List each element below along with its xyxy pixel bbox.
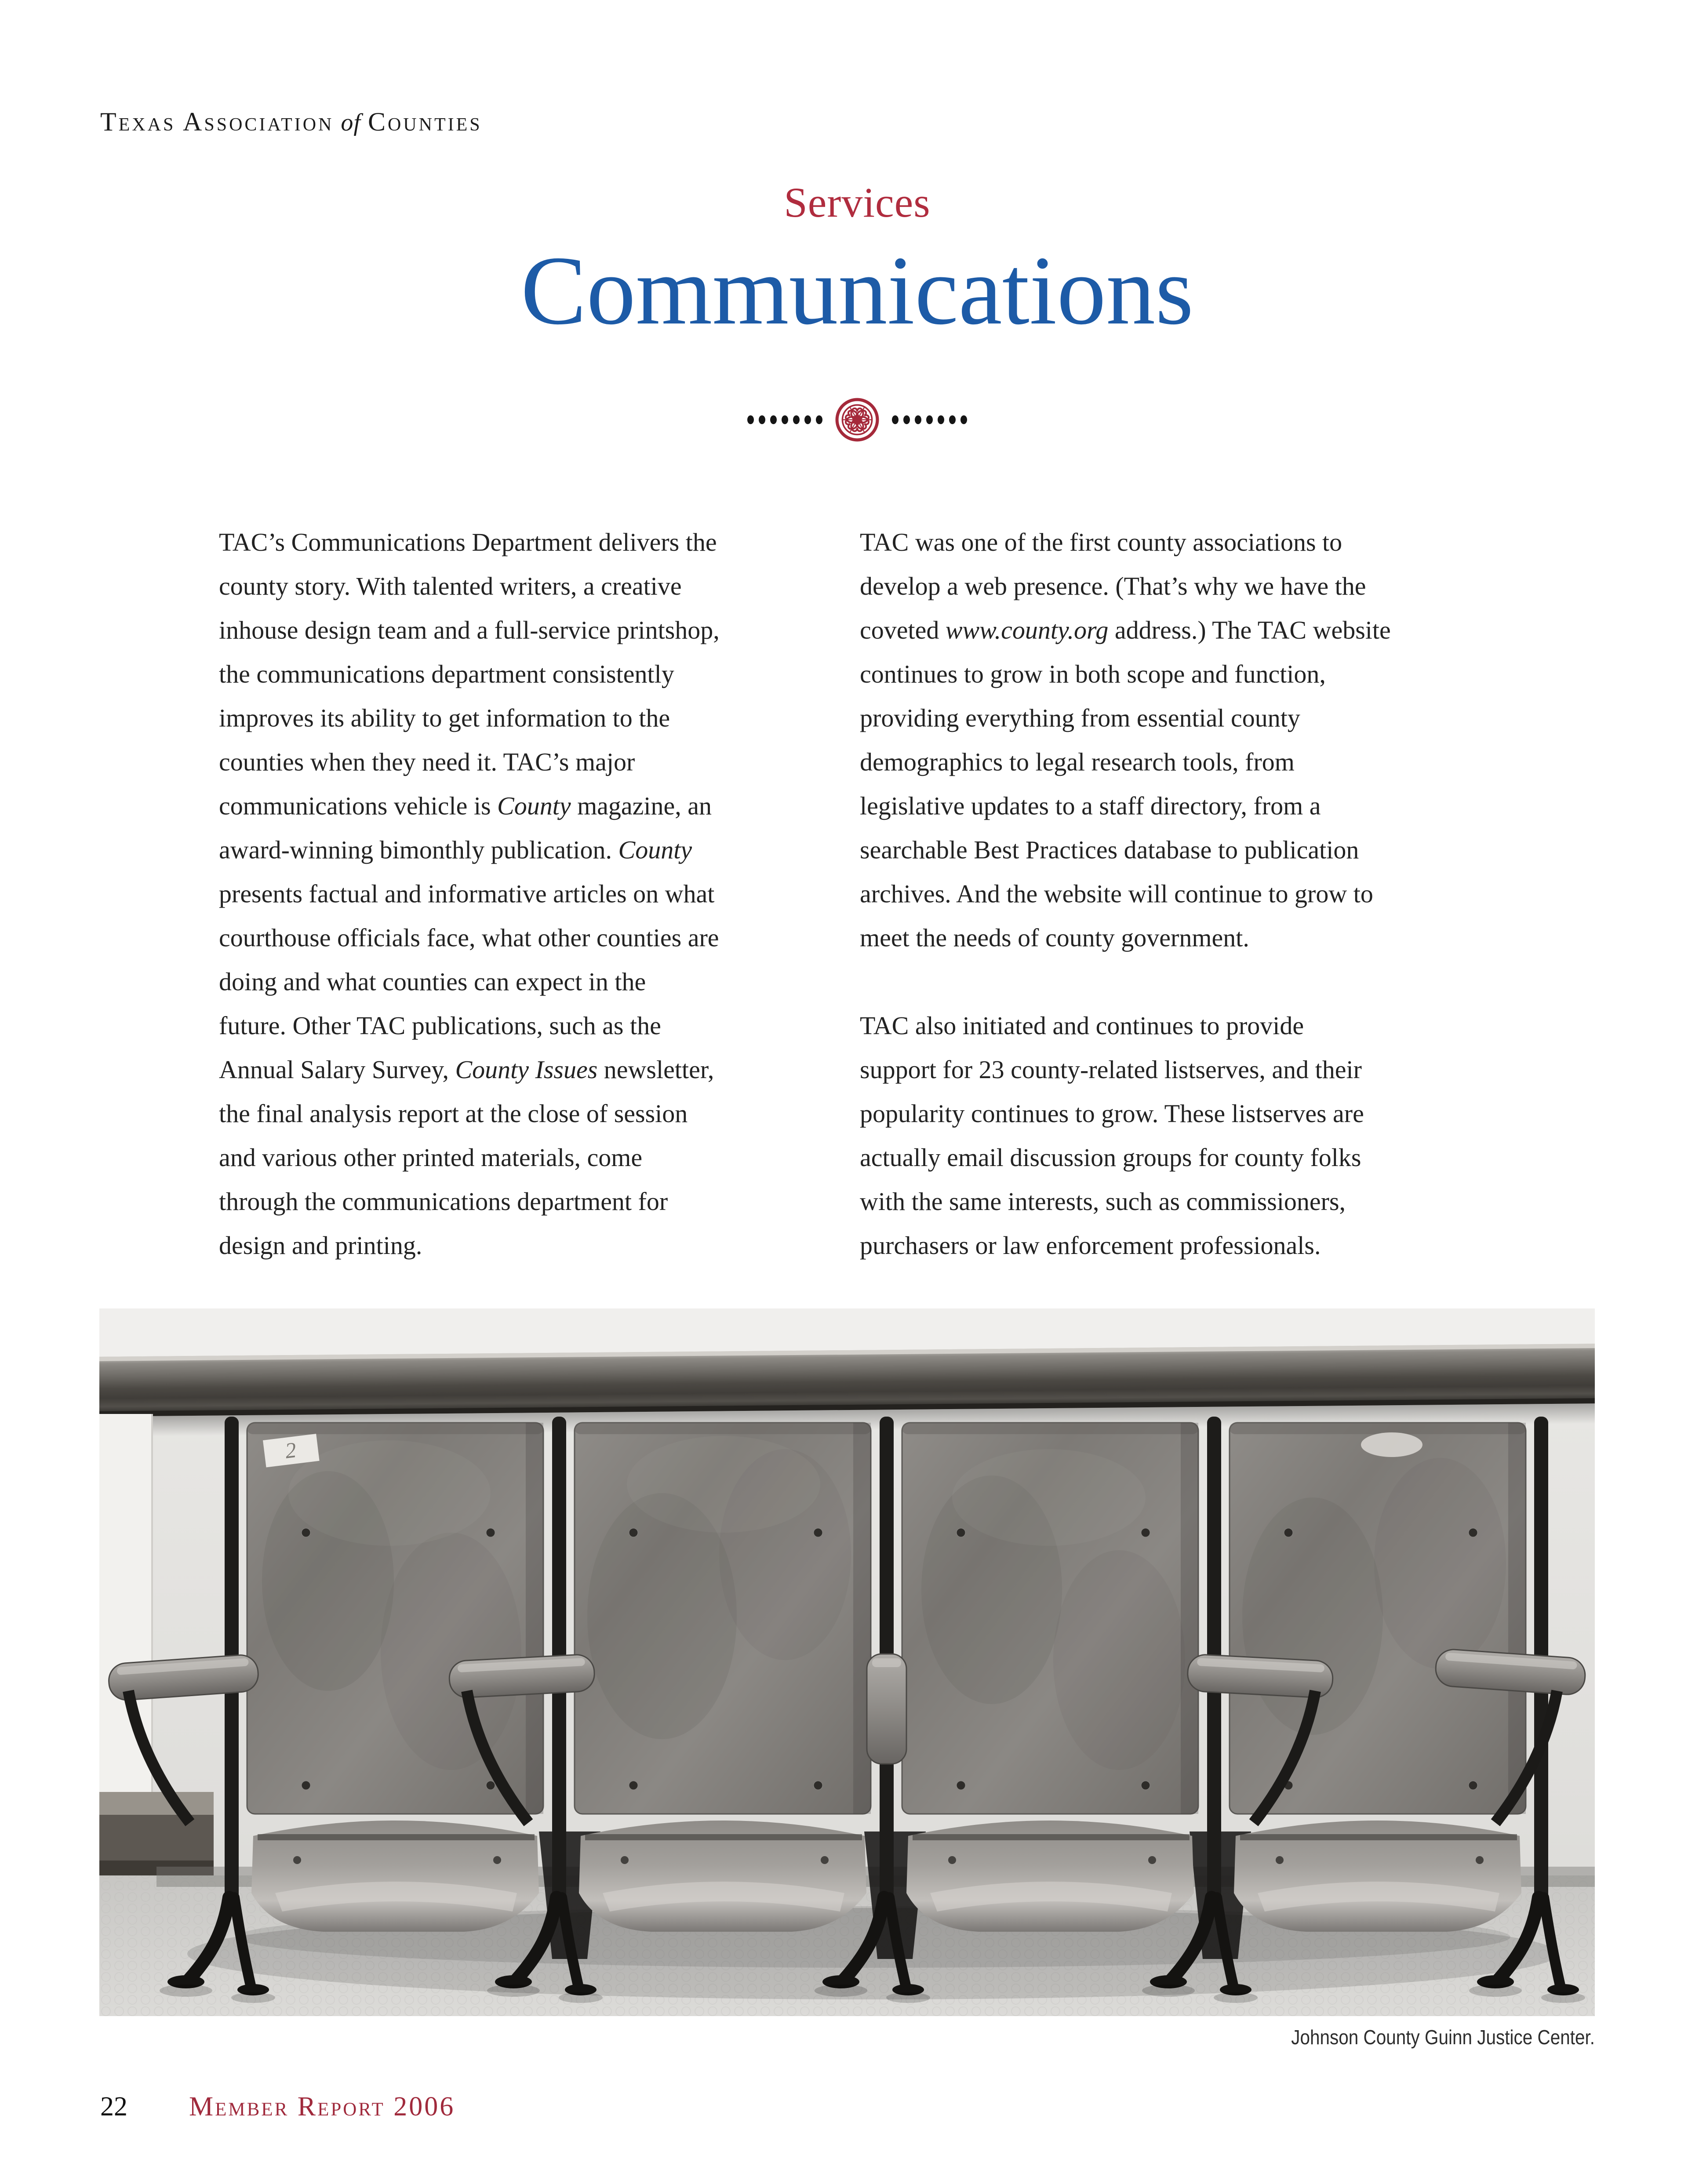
rosette-icon bbox=[834, 396, 880, 443]
divider-dot bbox=[926, 415, 933, 424]
footer-publication: Member Report 2006 bbox=[189, 2092, 455, 2122]
text-line bbox=[860, 784, 1484, 828]
brand-left: Texas Association bbox=[100, 107, 334, 136]
divider-dot bbox=[960, 415, 967, 424]
footer-page-number: 22 bbox=[100, 2092, 127, 2122]
text-run: legislative updates to a staff directory, from a bbox=[860, 792, 1321, 820]
text-run: through the communications department for bbox=[219, 1187, 668, 1216]
text-line bbox=[219, 1224, 834, 1268]
brand-of: of bbox=[341, 109, 361, 136]
text-run: continues to grow in both scope and function, bbox=[860, 660, 1326, 688]
text-run: support for 23 county-related listserves, and their bbox=[860, 1055, 1362, 1084]
italic-run: County bbox=[618, 836, 692, 864]
photo-illustration bbox=[99, 1308, 1595, 2016]
text-run: courthouse officials face, what other counties are bbox=[219, 923, 719, 952]
text-line bbox=[860, 1224, 1484, 1268]
ornament-divider bbox=[13, 397, 1688, 443]
text-run: design and printing. bbox=[219, 1231, 422, 1260]
divider-dot bbox=[770, 415, 777, 424]
divider-dot bbox=[938, 415, 944, 424]
text-line bbox=[219, 1180, 834, 1224]
text-run: archives. And the website will continue to grow to bbox=[860, 879, 1373, 908]
page-title: Communications bbox=[520, 236, 1194, 345]
text-run: magazine, an bbox=[571, 792, 712, 820]
text-line bbox=[860, 828, 1484, 872]
text-run: presents factual and informative articles on what bbox=[219, 879, 715, 908]
photo-theater-seats bbox=[99, 1308, 1595, 2016]
divider-dot bbox=[793, 415, 800, 424]
text-run: address.) The TAC website bbox=[1108, 616, 1391, 644]
text-line bbox=[219, 696, 834, 740]
text-line bbox=[219, 652, 834, 696]
italic-run: www.county.org bbox=[945, 616, 1109, 644]
text-run: meet the needs of county government. bbox=[860, 923, 1249, 952]
text-run: county story. With talented writers, a creative bbox=[219, 572, 682, 600]
text-line bbox=[860, 916, 1484, 960]
text-run: TAC was one of the first county associations to bbox=[860, 528, 1342, 556]
italic-run: County bbox=[497, 792, 571, 820]
text-run: doing and what counties can expect in the bbox=[219, 967, 646, 996]
text-line bbox=[219, 1004, 834, 1048]
text-run: the communications department consistently bbox=[219, 660, 674, 688]
dot-divider-right bbox=[892, 415, 967, 424]
text-line bbox=[860, 1004, 1484, 1048]
text-run: TAC’s Communications Department delivers the bbox=[219, 528, 717, 556]
text-line bbox=[860, 564, 1484, 608]
text-run: future. Other TAC publications, such as the bbox=[219, 1011, 661, 1040]
text-line bbox=[219, 828, 834, 872]
text-line bbox=[860, 652, 1484, 696]
divider-dot bbox=[892, 415, 899, 424]
text-line bbox=[860, 1180, 1484, 1224]
text-run: searchable Best Practices database to publication bbox=[860, 836, 1359, 864]
divider-dot bbox=[782, 415, 788, 424]
dot-divider-left bbox=[747, 415, 822, 424]
text-run: award-winning bimonthly publication. bbox=[219, 836, 618, 864]
text-line bbox=[219, 520, 834, 564]
divider-dot bbox=[949, 415, 956, 424]
text-line bbox=[219, 608, 834, 652]
text-line bbox=[860, 520, 1484, 564]
italic-run: County Issues bbox=[455, 1055, 598, 1084]
text-run: Annual Salary Survey, bbox=[219, 1055, 455, 1084]
brand-right: Counties bbox=[367, 107, 482, 136]
text-run: demographics to legal research tools, from bbox=[860, 748, 1295, 776]
text-line bbox=[219, 916, 834, 960]
svg-text:2: 2 bbox=[284, 1437, 298, 1463]
text-run: actually email discussion groups for county folks bbox=[860, 1143, 1361, 1172]
text-run: the final analysis report at the close of session bbox=[219, 1099, 688, 1128]
divider-dot bbox=[804, 415, 811, 424]
text-run: with the same interests, such as commissioners, bbox=[860, 1187, 1346, 1216]
text-run: popularity continues to grow. These listserves are bbox=[860, 1099, 1364, 1128]
body-column-right bbox=[860, 520, 1484, 1268]
text-run: providing everything from essential county bbox=[860, 704, 1300, 732]
text-run: and various other printed materials, come bbox=[219, 1143, 643, 1172]
text-run: counties when they need it. TAC’s major bbox=[219, 748, 635, 776]
text-line bbox=[860, 696, 1484, 740]
text-run: coveted bbox=[860, 616, 946, 644]
text-line bbox=[860, 960, 1484, 1004]
divider-dot bbox=[747, 415, 754, 424]
text-run: inhouse design team and a full-service printshop, bbox=[219, 616, 720, 644]
body-column-left bbox=[219, 520, 834, 1268]
text-line bbox=[219, 1048, 834, 1092]
section-kicker: Services bbox=[784, 179, 931, 226]
text-line bbox=[219, 872, 834, 916]
text-run: improves its ability to get information to the bbox=[219, 704, 670, 732]
text-line bbox=[860, 1136, 1484, 1180]
text-line bbox=[219, 784, 834, 828]
text-line bbox=[860, 740, 1484, 784]
text-run: communications vehicle is bbox=[219, 792, 498, 820]
divider-dot bbox=[915, 415, 921, 424]
divider-dot bbox=[759, 415, 765, 424]
text-line bbox=[860, 872, 1484, 916]
text-line bbox=[219, 1136, 834, 1180]
text-line bbox=[219, 740, 834, 784]
text-line bbox=[219, 960, 834, 1004]
text-line bbox=[860, 1092, 1484, 1136]
text-line bbox=[219, 1092, 834, 1136]
text-run: develop a web presence. (That’s why we have the bbox=[860, 572, 1366, 600]
header-brand bbox=[100, 109, 482, 135]
text-line bbox=[860, 608, 1484, 652]
text-line bbox=[219, 564, 834, 608]
text-run: TAC also initiated and continues to provide bbox=[860, 1011, 1304, 1040]
text-line bbox=[860, 1048, 1484, 1092]
divider-dot bbox=[816, 415, 822, 424]
divider-dot bbox=[903, 415, 910, 424]
photo-caption: Johnson County Guinn Justice Center. bbox=[1291, 2026, 1595, 2049]
text-run: newsletter, bbox=[597, 1055, 714, 1084]
text-run: purchasers or law enforcement professionals. bbox=[860, 1231, 1321, 1260]
armrest-center bbox=[867, 1654, 906, 1764]
